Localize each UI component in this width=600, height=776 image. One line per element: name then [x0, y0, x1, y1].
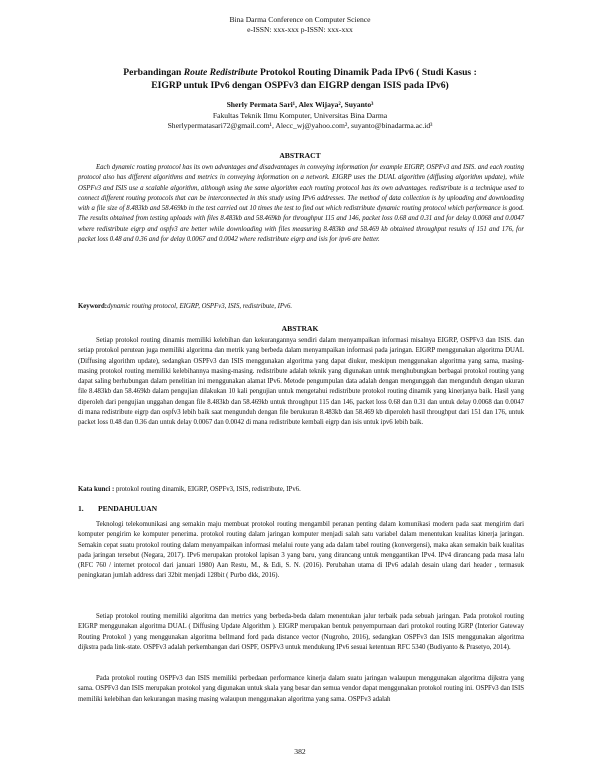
keywords-text: dynamic routing protocol, EIGRP, OSPFv3, ISIS, redistribute, IPv6.: [107, 303, 293, 310]
keywords: [78, 302, 524, 312]
title-line-1: Perbandingan Route Redistribute Protokol Routing Dinamik Pada IPv6 ( Studi Kasus :: [123, 67, 477, 78]
section-heading-pendahuluan: [78, 504, 157, 513]
author-affiliation: Fakultas Teknik Ilmu Komputer, Universitas Bina Darma: [212, 110, 388, 120]
conference-name: Bina Darma Conference on Computer Science: [229, 15, 371, 24]
abstrak-heading: ABSTRAK: [281, 324, 319, 333]
keywords-label: Keyword:: [78, 303, 108, 310]
abstract-body: Each dynamic routing protocol has its own advantages and disadvantages in conveying information for example EIGRP, OSPFv3 and ISIS. and each routing protocol also has different algorithms and metrics in conveying information on a network. EIGRP uses the DUAL algorithm (diffusing algorithm update), while OSPFv3 and ISIS use a scalable algorithm, although using the same algorithm each routing protocol has its own advantages. redistribute is a technique used to connect different routing protocols that can be interconnected in this study using IPv6 addresses. The method of data collection is by uploading and downloading with a file size of 8.483kb and 58.469kb in the test carried out 10 times the test to find out which redistribute dynamic routing protocol which performance is good. The results obtained from testing uploads with files 8.483kb and 58.469kb for throughput 115 and 146, packet loss 0.68 and 0.31 and for delay 0.0068 and 0.0047 where redistribute eigrp and ospfv3 are better while downloading with files measuring 8.483kb and 58.469 kb obtained throughput results of 151 and 176, for packet loss 0.48 and 0.36 and for delay 0.0067 and 0.0042 where redistribute eigrp and isis for ipv6 are better.: [78, 164, 524, 244]
title-line-2: EIGRP untuk IPv6 dengan OSPFv3 dan EIGRP dengan ISIS pada IPv6): [151, 80, 449, 91]
section-number: 1.: [78, 504, 84, 513]
abstrak-body: Setiap protokol routing dinamis memiliki kelebihan dan kekurangannya sendiri dalam menyampaikan informasi misalnya EIGRP, OSPFv3 dan ISIS. dan setiap protokol perutean juga memiliki algoritma dan metrik yang berbeda dalam menyampaikan informasi pada jaringan. EIGRP menggunakan algoritma DUAL (Diffusing algorithm update), sedangkan OSPFv3 dan ISIS menggunakan algoritma yang dapat diukur, meskipun menggunakan algoritma yang sama, masing-masing protokol routing memiliki kelebihannya masing-masing. redistribute adalah teknik yang digunakan untuk menghubungkan berbagai protokol routing yang dapat saling berhubungan dalam penelitian ini menggunakan alamat IPv6. Metode pengumpulan data adalah dengan mengunggah dan mengunduh dengan ukuran file 8.483kb dan 58.469kb dalam pengujian dilakukan 10 kali pengujian untuk mengetahui redistribute protokol routing dinamik yang kinerjanya baik. Hasil yang diperoleh dari pengujian unggahan dengan file 8.483kb dan 58.469kb untuk throughput 115 dan 146, packet loss 0.68 dan 0.31 dan untuk delay 0.0068 dan 0.0047 di mana redistribute eigrp dan ospfv3 lebih baik saat mengunduh dengan file berukuran 8.483kb dan 58.469 kb diperoleh hasil throughput dari 151 dan 176, untuk packet loss 0.48 dan 0.36 dan untuk delay 0.0067 dan 0.0042 di mana redistribute kembali eigrp dan isis untuk ipv6 lebih baik.: [78, 337, 524, 427]
kata-kunci-label: Kata kunci :: [78, 486, 115, 493]
page-number: 382: [294, 747, 306, 756]
author-names: Sherly Permata Sari¹, Alex Wijaya², Suyanto³: [226, 100, 374, 109]
section-title: PENDAHULUAN: [98, 504, 158, 513]
intro-paragraph-3: Pada protokol routing OSPFv3 dan ISIS memiliki perbedaan performance kinerja dalam suatu jaringan walaupun menggunakan algoritma dijkstra yang sama. OSPFv3 dan ISIS merupakan protokol yang digunakan untuk skala yang besar dan semua vendor dapat menggunakan protokol routing ini. OSPFv3 dan ISIS memiliki kelebihan dan kekurangan masing masing walaupun menggunakan algoritma yang sama. OSPFv3 adalah: [78, 675, 524, 703]
author-block: [60, 100, 540, 132]
issn-line: e-ISSN: xxx-xxx p-ISSN: xxx-xxx: [247, 24, 353, 34]
running-header: [0, 15, 600, 34]
paper-title: [70, 66, 530, 92]
intro-paragraph-2: Setiap protokol routing memiliki algoritma dan metrics yang berbeda-beda dalam menentukan jalur terbaik pada sebuah jaringan. Pada protokol routing EIGRP menggunakan algoritma DUAL ( Diffusing Update Algorithm ). EIGRP merupakan bentuk penyempurnaan dari protokol routing IGRP (Interior Gateway Routing Protokol ) yang menggunakan algoritma bellmand ford pada distance vector (Nugroho, 2016), sedangkan OSPFv3 dan ISIS menggunakan algoritma dijkstra pada link-state. OSPFv3 adalah perkembangan dari OSPF, OSPFv3 untuk mendukung IPv6 sesuai ketentuan RFC 5340 (Budiyanto & Prasetyo, 2014).: [78, 613, 524, 651]
author-emails: Sherlypermatasari72@gmail.com¹, Alecc_wj@yahoo.com², suyanto@binadarma.ac.id³: [167, 121, 433, 130]
kata-kunci: [78, 485, 524, 495]
abstract-heading: ABSTRACT: [279, 151, 321, 160]
kata-kunci-text: protokol routing dinamik, EIGRP, OSPFv3, ISIS, redistribute, IPv6.: [115, 486, 301, 493]
intro-paragraph-1: Teknologi telekomunikasi ang semakin maju membuat protokol routing mengambil peranan penting dalam komunikasi modern pada saat mengirim dari komputer pengirim ke komputer penerima. protokol routing dalam jaringan komputer menjadi salah satu variabel dalam menentukan kualitas kinerja jaringan. Semakin cepat suatu protokol routing dalam menyampaikan informasi melalui route yang ada dalam tabel routing (konvergensi), maka akan semakin baik kualitas pada jaringan tersebut (Negara, 2017). IPv6 merupakan protokol lapisan 3 yang baru, yang dirancang untuk menggantikan IPv4. IPv4 dirancang pada masa lalu (RFC 760 / internet protocol dari januari 1980) Aan Restu, M., & Edi, S. N. (2016). Perubahan utama di IPv6 adalah desain ulang dari header , termasuk peningkatan jumlah address dari 32bit menjadi 128bit ( Purbo dkk, 2016).: [78, 521, 524, 580]
